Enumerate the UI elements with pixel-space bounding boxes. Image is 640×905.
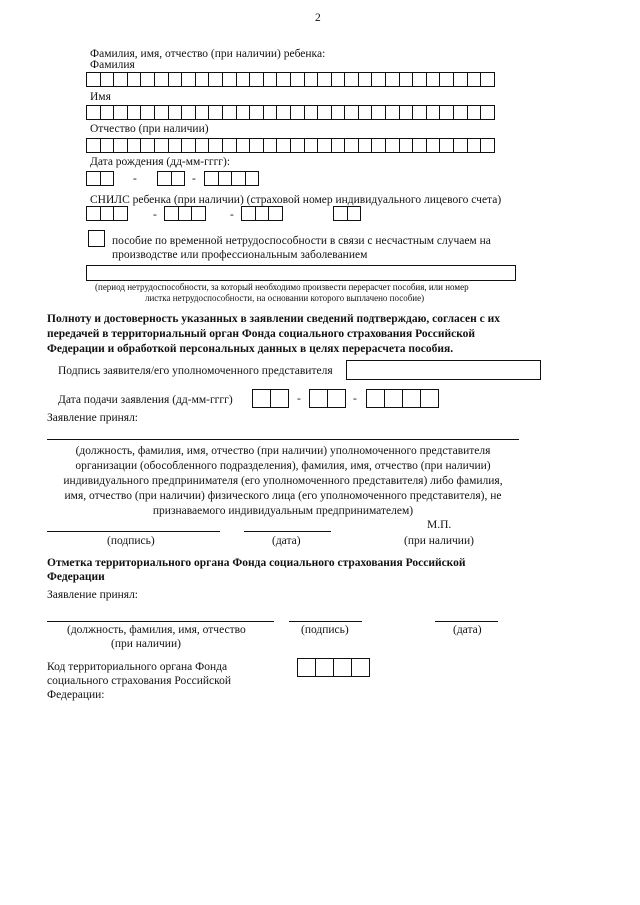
char-cell[interactable] — [327, 389, 346, 408]
char-cell[interactable] — [453, 72, 468, 87]
char-cell[interactable] — [371, 138, 386, 153]
char-cell[interactable] — [195, 105, 210, 120]
code-label-3: Федерации: — [47, 689, 105, 701]
char-cell[interactable] — [270, 389, 289, 408]
char-cell[interactable] — [385, 138, 400, 153]
char-cell[interactable] — [333, 658, 352, 677]
if-any-caption: (при наличии) — [404, 535, 474, 547]
char-cell[interactable] — [181, 105, 196, 120]
page-number: 2 — [315, 12, 321, 24]
signature-label: Подпись заявителя/его уполномоченного представителя — [58, 365, 333, 377]
char-cell[interactable] — [358, 138, 373, 153]
char-cell[interactable] — [453, 138, 468, 153]
char-cell[interactable] — [439, 72, 454, 87]
char-cell[interactable] — [344, 72, 359, 87]
char-cell[interactable] — [263, 72, 278, 87]
char-cell[interactable] — [317, 138, 332, 153]
char-cell[interactable] — [171, 171, 186, 186]
char-cell[interactable] — [86, 206, 101, 221]
char-cell[interactable] — [195, 138, 210, 153]
char-cell[interactable] — [236, 105, 251, 120]
char-cell[interactable] — [276, 138, 291, 153]
char-cell[interactable] — [236, 72, 251, 87]
sign-line-2 — [289, 621, 362, 622]
benefit-text-line-1: пособие по временной нетрудоспособности в связи с несчастным случаем на — [112, 235, 491, 247]
char-cell[interactable] — [467, 105, 482, 120]
char-cell[interactable] — [331, 72, 346, 87]
official-caption-1: (должность, фамилия, имя, отчество — [67, 624, 246, 636]
official-line-2 — [47, 621, 274, 622]
fss-mark-line-1: Отметка территориального органа Фонда социального страхования Российской — [47, 557, 466, 569]
submit-dash-2: - — [353, 393, 357, 405]
char-cell[interactable] — [426, 105, 441, 120]
patronymic-label: Отчество (при наличии) — [90, 123, 209, 135]
birth-dash-1: - — [133, 173, 137, 185]
child-fio-heading: Фамилия, имя, отчество (при наличии) ребенка: — [90, 48, 326, 60]
char-cell[interactable] — [140, 105, 155, 120]
code-label-2: социального страхования Российской — [47, 675, 232, 687]
submit-year-cells[interactable] — [366, 389, 438, 408]
official-note-5: признаваемого индивидуальным предпринимателем) — [152, 505, 414, 517]
char-cell[interactable] — [222, 72, 237, 87]
char-cell[interactable] — [86, 72, 101, 87]
char-cell[interactable] — [168, 72, 183, 87]
snils-checksum[interactable] — [333, 206, 360, 221]
char-cell[interactable] — [420, 389, 439, 408]
char-cell[interactable] — [290, 72, 305, 87]
birth-date-label: Дата рождения (дд-мм-гггг): — [90, 156, 231, 168]
birth-year-cells[interactable] — [204, 171, 258, 186]
snils-dash-2: - — [230, 209, 234, 221]
char-cell[interactable] — [191, 206, 206, 221]
char-cell[interactable] — [255, 206, 270, 221]
confirm-line-3: Федерации и обработкой персональных данных в целях перерасчета пособия. — [47, 343, 454, 355]
char-cell[interactable] — [127, 138, 142, 153]
period-note-line-1: (период нетрудоспособности, за который необходимо произвести перерасчет пособия, или номер — [95, 282, 469, 292]
char-cell[interactable] — [399, 138, 414, 153]
char-cell[interactable] — [154, 105, 169, 120]
char-cell[interactable] — [315, 658, 334, 677]
char-cell[interactable] — [222, 138, 237, 153]
char-cell[interactable] — [371, 105, 386, 120]
snils-label: СНИЛС ребенка (при наличии) (страховой номер индивидуального лицевого счета) — [90, 194, 502, 206]
char-cell[interactable] — [127, 72, 142, 87]
char-cell[interactable] — [263, 138, 278, 153]
char-cell[interactable] — [317, 72, 332, 87]
char-cell[interactable] — [351, 658, 370, 677]
char-cell[interactable] — [297, 658, 316, 677]
char-cell[interactable] — [168, 105, 183, 120]
birth-dash-2: - — [192, 173, 196, 185]
char-cell[interactable] — [208, 72, 223, 87]
char-cell[interactable] — [309, 389, 328, 408]
snils-part-2[interactable] — [164, 206, 205, 221]
char-cell[interactable] — [86, 105, 101, 120]
char-cell[interactable] — [399, 72, 414, 87]
char-cell[interactable] — [317, 105, 332, 120]
char-cell[interactable] — [439, 138, 454, 153]
char-cell[interactable] — [100, 171, 115, 186]
char-cell[interactable] — [249, 105, 264, 120]
sign-caption-2: (подпись) — [301, 624, 349, 636]
char-cell[interactable] — [178, 206, 193, 221]
birth-day-cells[interactable] — [86, 171, 113, 186]
snils-dash-1: - — [153, 209, 157, 221]
char-cell[interactable] — [371, 72, 386, 87]
char-cell[interactable] — [181, 72, 196, 87]
official-line — [47, 439, 519, 440]
char-cell[interactable] — [263, 105, 278, 120]
sign-caption: (подпись) — [107, 535, 155, 547]
char-cell[interactable] — [426, 72, 441, 87]
submit-month-cells[interactable] — [309, 389, 345, 408]
accepted-label: Заявление принял: — [47, 412, 139, 424]
benefit-checkbox[interactable] — [88, 230, 105, 247]
char-cell[interactable] — [439, 105, 454, 120]
submit-date-label: Дата подачи заявления (дд-мм-гггг) — [58, 394, 233, 406]
surname-label: Фамилия — [90, 59, 135, 71]
code-label-1: Код территориального органа Фонда — [47, 661, 228, 673]
char-cell[interactable] — [113, 138, 128, 153]
char-cell[interactable] — [245, 171, 260, 186]
char-cell[interactable] — [208, 105, 223, 120]
char-cell[interactable] — [204, 171, 219, 186]
snils-part-3[interactable] — [241, 206, 282, 221]
char-cell[interactable] — [480, 72, 495, 87]
char-cell[interactable] — [453, 105, 468, 120]
date-caption-2: (дата) — [453, 624, 482, 636]
date-caption: (дата) — [272, 535, 301, 547]
name-label: Имя — [90, 91, 111, 103]
official-caption-2: (при наличии) — [111, 638, 181, 650]
snils-part-1[interactable] — [86, 206, 127, 221]
char-cell[interactable] — [236, 138, 251, 153]
fss-mark-line-2: Федерации — [47, 571, 105, 583]
char-cell[interactable] — [358, 105, 373, 120]
official-note-2: организации (обособленного подразделения), фамилия, имя, отчество (при наличии) — [75, 460, 491, 472]
char-cell[interactable] — [249, 138, 264, 153]
accepted-label-2: Заявление принял: — [47, 589, 139, 601]
char-cell[interactable] — [384, 389, 403, 408]
char-cell[interactable] — [113, 105, 128, 120]
birth-month-cells[interactable] — [157, 171, 184, 186]
char-cell[interactable] — [304, 72, 319, 87]
char-cell[interactable] — [426, 138, 441, 153]
char-cell[interactable] — [412, 138, 427, 153]
submit-dash-1: - — [297, 393, 301, 405]
char-cell[interactable] — [218, 171, 233, 186]
char-cell[interactable] — [113, 206, 128, 221]
char-cell[interactable] — [100, 138, 115, 153]
official-note-1: (должность, фамилия, имя, отчество (при наличии) уполномоченного представителя — [75, 445, 491, 457]
official-note-3: индивидуального предпринимателя (его уполномоченного представителя) либо фамилия, — [63, 475, 503, 487]
char-cell[interactable] — [100, 72, 115, 87]
date-line-2 — [435, 621, 498, 622]
char-cell[interactable] — [154, 72, 169, 87]
char-cell[interactable] — [231, 171, 246, 186]
fss-code-cells[interactable] — [297, 658, 369, 677]
name-cells[interactable] — [86, 105, 494, 120]
char-cell[interactable] — [276, 72, 291, 87]
sign-line — [47, 531, 220, 532]
char-cell[interactable] — [268, 206, 283, 221]
date-line — [244, 531, 331, 532]
patronymic-cells[interactable] — [86, 138, 494, 153]
stamp-mark: М.П. — [427, 519, 452, 531]
char-cell[interactable] — [86, 138, 101, 153]
submit-day-cells[interactable] — [252, 389, 288, 408]
char-cell[interactable] — [140, 72, 155, 87]
char-cell[interactable] — [331, 138, 346, 153]
char-cell[interactable] — [304, 105, 319, 120]
signature-field[interactable] — [346, 360, 541, 380]
char-cell[interactable] — [304, 138, 319, 153]
char-cell[interactable] — [412, 72, 427, 87]
char-cell[interactable] — [344, 138, 359, 153]
char-cell[interactable] — [467, 72, 482, 87]
char-cell[interactable] — [140, 138, 155, 153]
char-cell[interactable] — [290, 138, 305, 153]
char-cell[interactable] — [412, 105, 427, 120]
confirm-line-2: передачей в территориальный орган Фонда социального страхования Российской — [47, 328, 476, 340]
confirm-line-1: Полноту и достоверность указанных в заявлении сведений подтверждаю, согласен с их — [47, 313, 501, 325]
char-cell[interactable] — [86, 171, 101, 186]
char-cell[interactable] — [127, 105, 142, 120]
char-cell[interactable] — [399, 105, 414, 120]
char-cell[interactable] — [168, 138, 183, 153]
char-cell[interactable] — [347, 206, 362, 221]
char-cell[interactable] — [100, 206, 115, 221]
char-cell[interactable] — [181, 138, 196, 153]
char-cell[interactable] — [113, 72, 128, 87]
char-cell[interactable] — [333, 206, 348, 221]
char-cell[interactable] — [480, 138, 495, 153]
char-cell[interactable] — [154, 138, 169, 153]
benefit-text-line-2: производстве или профессиональным заболеванием — [112, 249, 368, 261]
surname-cells[interactable] — [86, 72, 494, 87]
char-cell[interactable] — [241, 206, 256, 221]
char-cell[interactable] — [252, 389, 271, 408]
char-cell[interactable] — [331, 105, 346, 120]
char-cell[interactable] — [100, 105, 115, 120]
period-input[interactable] — [86, 265, 516, 281]
char-cell[interactable] — [480, 105, 495, 120]
char-cell[interactable] — [402, 389, 421, 408]
char-cell[interactable] — [249, 72, 264, 87]
char-cell[interactable] — [344, 105, 359, 120]
char-cell[interactable] — [208, 138, 223, 153]
char-cell[interactable] — [164, 206, 179, 221]
char-cell[interactable] — [385, 72, 400, 87]
official-note-4: имя, отчество (при наличии) физического лица (его уполномоченного представителя), не — [64, 490, 502, 502]
char-cell[interactable] — [467, 138, 482, 153]
char-cell[interactable] — [358, 72, 373, 87]
char-cell[interactable] — [276, 105, 291, 120]
char-cell[interactable] — [290, 105, 305, 120]
period-note-line-2: листка нетрудоспособности, на основании которого выплачено пособие) — [145, 293, 425, 303]
char-cell[interactable] — [157, 171, 172, 186]
char-cell[interactable] — [385, 105, 400, 120]
char-cell[interactable] — [366, 389, 385, 408]
char-cell[interactable] — [222, 105, 237, 120]
char-cell[interactable] — [195, 72, 210, 87]
